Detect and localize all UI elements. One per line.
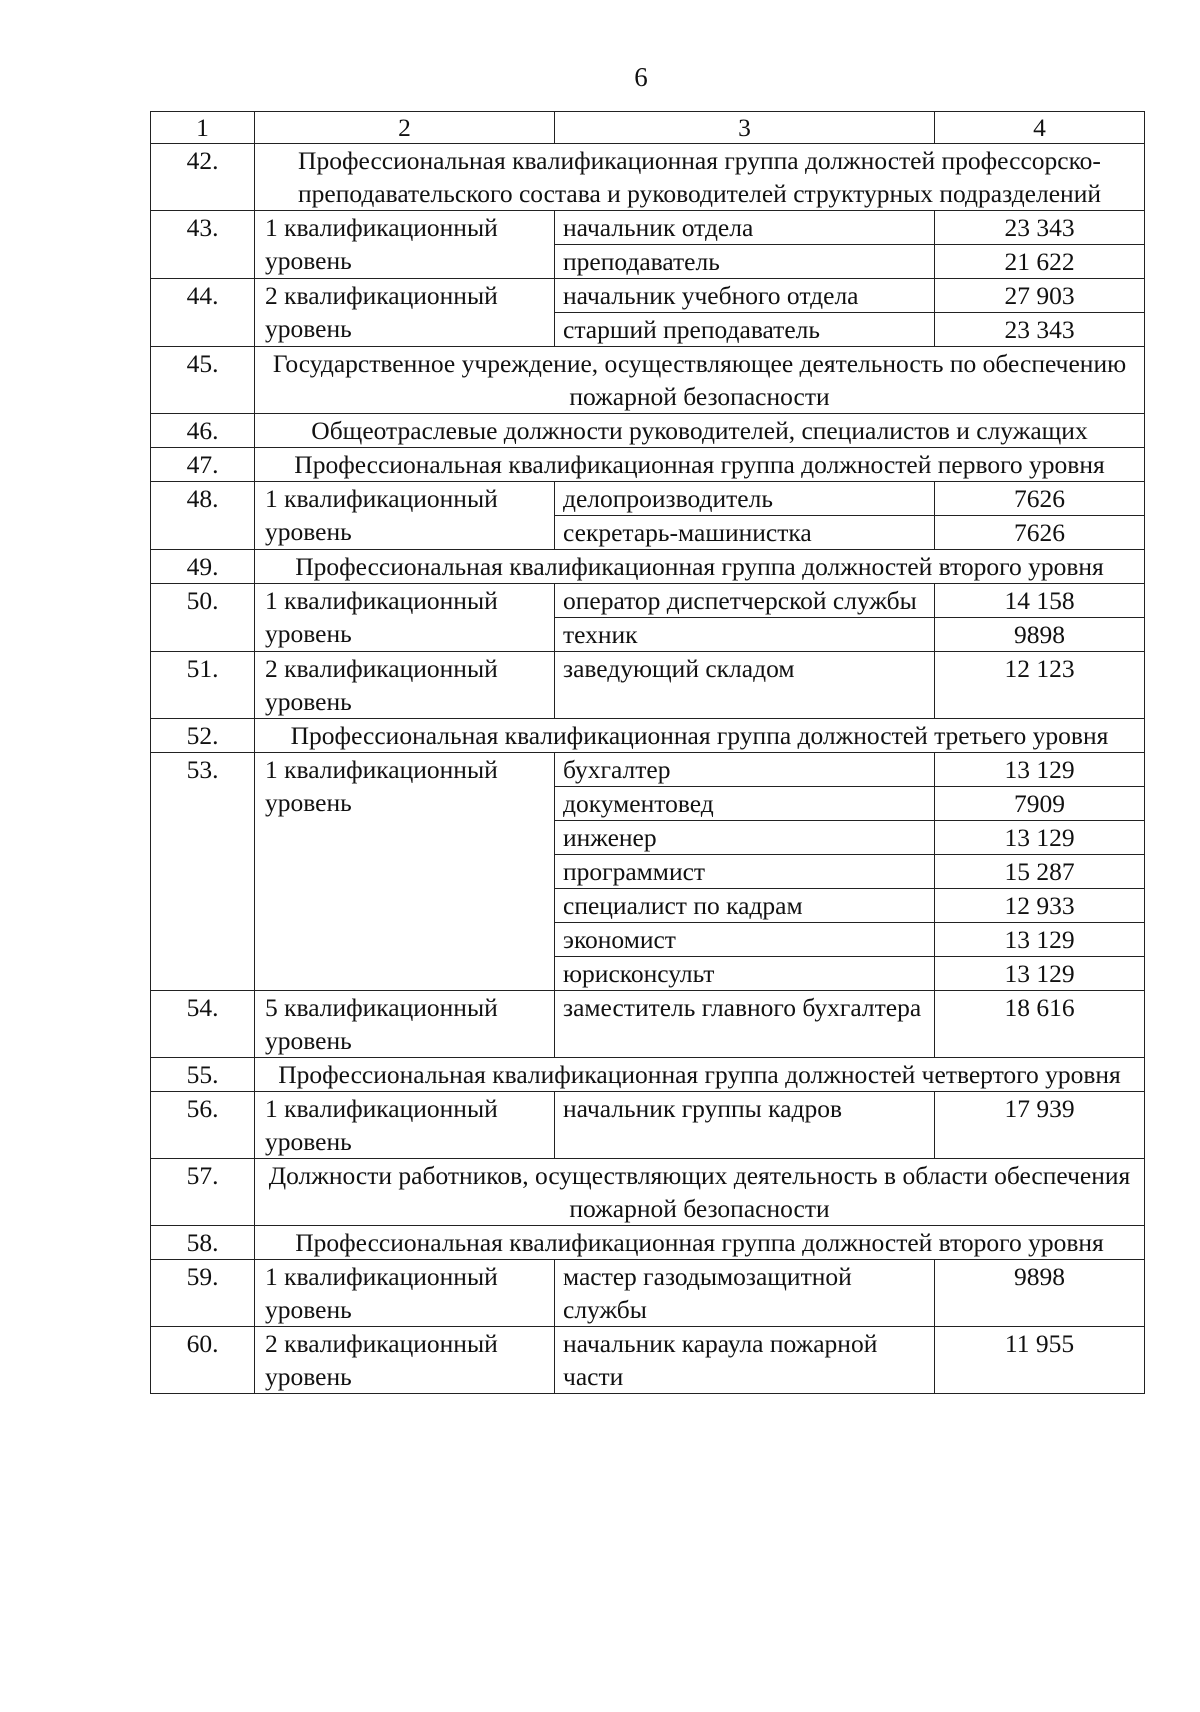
- group-title: Государственное учреждение, осуществляющее деятельность по обеспечению пожарной безопасности: [255, 347, 1145, 414]
- position-title: бухгалтер: [555, 753, 935, 787]
- position-row: [151, 1327, 1145, 1394]
- row-number: 44.: [151, 279, 255, 347]
- group-row: [151, 448, 1145, 482]
- group-title: Общеотраслевые должности руководителей, специалистов и служащих: [255, 414, 1145, 448]
- position-title: инженер: [555, 821, 935, 855]
- qualification-level: 1 квалификационный уровень: [255, 753, 555, 991]
- qualification-level: 1 квалификационный уровень: [255, 1092, 555, 1159]
- qualification-level: 2 квалификационный уровень: [255, 279, 555, 347]
- row-number: 60.: [151, 1327, 255, 1394]
- group-row: [151, 719, 1145, 753]
- group-row: [151, 1159, 1145, 1226]
- qualification-level: 1 квалификационный уровень: [255, 482, 555, 550]
- position-title: секретарь-машинистка: [555, 516, 935, 550]
- qualification-level: 1 квалификационный уровень: [255, 1260, 555, 1327]
- position-title: старший преподаватель: [555, 313, 935, 347]
- position-row: [151, 211, 1145, 245]
- group-row: [151, 144, 1145, 211]
- row-number: 48.: [151, 482, 255, 550]
- group-title: Профессиональная квалификационная группа должностей первого уровня: [255, 448, 1145, 482]
- group-title: Профессиональная квалификационная группа должностей второго уровня: [255, 550, 1145, 584]
- column-header-row: [151, 112, 1145, 144]
- salary-value: 18 616: [935, 991, 1145, 1058]
- position-title: начальник учебного отдела: [555, 279, 935, 313]
- group-row: [151, 347, 1145, 414]
- position-row: [151, 1260, 1145, 1327]
- position-title: документовед: [555, 787, 935, 821]
- qualification-level: 2 квалификационный уровень: [255, 1327, 555, 1394]
- row-number: 42.: [151, 144, 255, 211]
- position-title: оператор диспетчерской службы: [555, 584, 935, 618]
- row-number: 45.: [151, 347, 255, 414]
- qualification-level: 1 квалификационный уровень: [255, 584, 555, 652]
- row-number: 58.: [151, 1226, 255, 1260]
- salary-value: 9898: [935, 1260, 1145, 1327]
- page-number: 6: [634, 62, 648, 92]
- position-title: юрисконсульт: [555, 957, 935, 991]
- salary-value: 11 955: [935, 1327, 1145, 1394]
- group-title: Профессиональная квалификационная группа должностей профессорско-преподавательского состава и руководителей структурных подразделений: [255, 144, 1145, 211]
- group-title: Профессиональная квалификационная группа должностей второго уровня: [255, 1226, 1145, 1260]
- row-number: 49.: [151, 550, 255, 584]
- position-title: экономист: [555, 923, 935, 957]
- row-number: 55.: [151, 1058, 255, 1092]
- position-row: [151, 1092, 1145, 1159]
- position-title: начальник группы кадров: [555, 1092, 935, 1159]
- row-number: 51.: [151, 652, 255, 719]
- salary-value: 7626: [935, 482, 1145, 516]
- position-title: начальник караула пожарной части: [555, 1327, 935, 1394]
- column-header-1: 1: [151, 112, 255, 144]
- salary-value: 23 343: [935, 313, 1145, 347]
- position-title: программист: [555, 855, 935, 889]
- group-row: [151, 550, 1145, 584]
- qualification-level: 5 квалификационный уровень: [255, 991, 555, 1058]
- position-title: специалист по кадрам: [555, 889, 935, 923]
- column-header-4: 4: [935, 112, 1145, 144]
- position-row: [151, 279, 1145, 313]
- salary-value: 12 123: [935, 652, 1145, 719]
- row-number: 47.: [151, 448, 255, 482]
- row-number: 56.: [151, 1092, 255, 1159]
- salary-value: 23 343: [935, 211, 1145, 245]
- salary-value: 27 903: [935, 279, 1145, 313]
- row-number: 53.: [151, 753, 255, 991]
- salary-value: 21 622: [935, 245, 1145, 279]
- position-title: мастер газодымозащитной службы: [555, 1260, 935, 1327]
- position-row: [151, 991, 1145, 1058]
- position-row: [151, 482, 1145, 516]
- row-number: 54.: [151, 991, 255, 1058]
- group-row: [151, 1226, 1145, 1260]
- group-title: Профессиональная квалификационная группа должностей четвертого уровня: [255, 1058, 1145, 1092]
- table-body: [151, 144, 1145, 1394]
- position-title: начальник отдела: [555, 211, 935, 245]
- salary-value: 12 933: [935, 889, 1145, 923]
- position-title: делопроизводитель: [555, 482, 935, 516]
- salary-value: 13 129: [935, 821, 1145, 855]
- row-number: 43.: [151, 211, 255, 279]
- qualification-level: 1 квалификационный уровень: [255, 211, 555, 279]
- salary-value: 13 129: [935, 923, 1145, 957]
- position-title: преподаватель: [555, 245, 935, 279]
- row-number: 46.: [151, 414, 255, 448]
- position-row: [151, 652, 1145, 719]
- row-number: 52.: [151, 719, 255, 753]
- row-number: 57.: [151, 1159, 255, 1226]
- salary-value: 13 129: [935, 957, 1145, 991]
- group-title: Профессиональная квалификационная группа должностей третьего уровня: [255, 719, 1145, 753]
- row-number: 59.: [151, 1260, 255, 1327]
- group-title: Должности работников, осуществляющих деятельность в области обеспечения пожарной безопасности: [255, 1159, 1145, 1226]
- salary-value: 13 129: [935, 753, 1145, 787]
- position-row: [151, 753, 1145, 787]
- position-row: [151, 584, 1145, 618]
- position-title: заместитель главного бухгалтера: [555, 991, 935, 1058]
- salary-value: 15 287: [935, 855, 1145, 889]
- salary-value: 17 939: [935, 1092, 1145, 1159]
- group-row: [151, 1058, 1145, 1092]
- column-header-3: 3: [555, 112, 935, 144]
- qualification-level: 2 квалификационный уровень: [255, 652, 555, 719]
- column-header-2: 2: [255, 112, 555, 144]
- salary-value: 9898: [935, 618, 1145, 652]
- salary-value: 14 158: [935, 584, 1145, 618]
- position-title: заведующий складом: [555, 652, 935, 719]
- salary-value: 7626: [935, 516, 1145, 550]
- group-row: [151, 414, 1145, 448]
- position-title: техник: [555, 618, 935, 652]
- salary-table: [150, 111, 1145, 1394]
- row-number: 50.: [151, 584, 255, 652]
- salary-value: 7909: [935, 787, 1145, 821]
